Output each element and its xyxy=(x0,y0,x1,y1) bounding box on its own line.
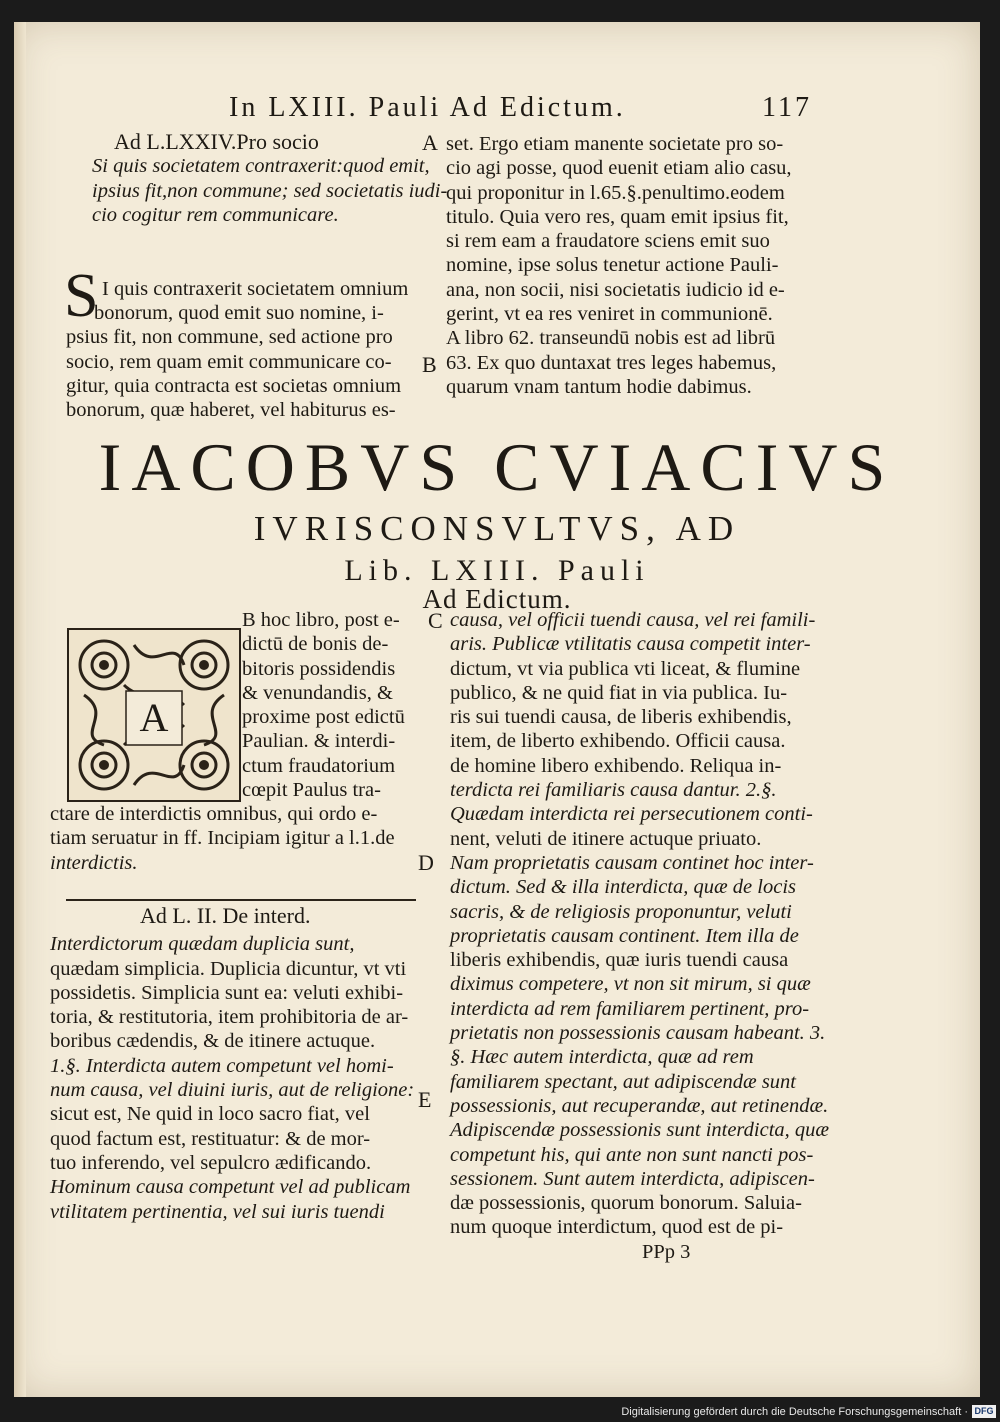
intro-beside-ornament xyxy=(242,608,422,802)
bottom-left-section xyxy=(50,904,422,1224)
top-left-body xyxy=(66,301,426,422)
body-line: proxime post edictū xyxy=(242,706,405,729)
lemma-line: cio cogitur rem communicare. xyxy=(92,203,339,226)
book-page xyxy=(14,22,980,1397)
body-line: A libro 62. transeundū nobis est ad librū xyxy=(446,327,776,350)
body-line: proprietatis causam continent. Item illa de xyxy=(450,924,799,947)
lemma-text xyxy=(92,154,448,227)
subtitle-line-2: Lib. LXIII. Pauli xyxy=(344,554,650,587)
body-line: Hominum causa competunt vel ad publicam xyxy=(50,1176,411,1199)
body-line: si rem eam a fraudatore sciens emit suo xyxy=(446,230,770,253)
body-line: Paulian. & interdi- xyxy=(242,730,396,753)
body-line: 1.§. Interdicta autem competunt vel homi- xyxy=(50,1054,394,1077)
body-line: Interdictorum quædam duplicia sunt, xyxy=(50,933,355,956)
section-heading-pro-socio: Ad L.LXXIV.Pro socio xyxy=(114,129,319,154)
body-line: ctare de interdictis omnibus, qui ordo e- xyxy=(50,803,378,825)
body-line: ana, non socii, nisi societatis iudicio id e- xyxy=(446,278,785,301)
drop-cap-s: S xyxy=(64,262,99,330)
body-line: dictum. Sed & illa interdicta, quæ de locis xyxy=(450,876,796,899)
body-line: quædam simplicia. Duplicia dicuntur, vt vti xyxy=(50,957,407,980)
top-left-column xyxy=(92,129,448,227)
body-line: Quædam interdicta rei persecutionem conti- xyxy=(450,803,813,826)
body-line: de homine libero exhibendo. Reliqua in- xyxy=(450,754,782,777)
signature-mark: PPp 3 xyxy=(642,1240,691,1263)
body-line: diximus competere, vt non sit mirum, si quæ xyxy=(450,973,811,996)
body-line: publico, & ne quid fiat in via publica. Iu- xyxy=(450,681,788,704)
body-line: gitur, quia contracta est societas omnium xyxy=(66,374,402,397)
body-line: interdictis. xyxy=(50,851,138,874)
bottom-right-column xyxy=(450,608,830,1264)
body-line: sicut est, Ne quid in loco sacro fiat, vel xyxy=(50,1103,370,1126)
body-line: §. Hæc autem interdicta, quæ ad rem xyxy=(450,1046,754,1069)
body-line: bitoris possidendis xyxy=(242,657,396,680)
body-line: sessionem. Sunt autem interdicta, adipiscen- xyxy=(450,1167,815,1190)
margin-letter-c: C xyxy=(428,608,443,633)
section-divider xyxy=(66,899,416,901)
intro-full-width xyxy=(50,802,422,875)
lemma-line: ipsius fit,non commune; sed societatis iudi- xyxy=(92,179,448,202)
running-head-title: In LXIII. Pauli Ad Edictum. xyxy=(229,92,626,123)
body-line: toria, & restitutoria, item prohibitoria de ar- xyxy=(50,1006,409,1029)
body-line: nomine, ipse solus tenetur actione Pauli- xyxy=(446,254,779,277)
body-line: familiarem spectant, aut adipiscendæ sunt xyxy=(450,1070,797,1093)
margin-letter-d: D xyxy=(418,850,434,875)
margin-letter-b: B xyxy=(422,352,437,377)
body-line: vtilitatem pertinentia, vel sui iuris tuendi xyxy=(50,1200,385,1223)
body-line: possessionis, aut recuperandæ, aut retinendæ. xyxy=(450,1094,829,1117)
dfg-logo: DFG xyxy=(972,1405,996,1418)
body-line: interdicta ad rem familiarem pertinent, pro- xyxy=(450,997,810,1020)
body-line: num quoque interdictum, quod est de pi- xyxy=(450,1216,784,1239)
body-line: num causa, vel diuini iuris, aut de religione: xyxy=(50,1079,415,1102)
body-line: gerint, vt ea res veniret in communionē. xyxy=(446,303,773,326)
body-line: cio agi posse, quod euenit etiam alio casu, xyxy=(446,157,792,180)
body-line: dictum, vt via publica vti liceat, & flumine xyxy=(450,657,801,680)
body-line: prietatis non possessionis causam habeant. 3. xyxy=(450,1022,826,1045)
body-line: nent, veluti de itinere actuque priuato. xyxy=(450,827,762,850)
body-line: B hoc libro, post e- xyxy=(242,609,400,631)
body-line: tuo inferendo, vel sepulcro ædificando. xyxy=(50,1151,372,1174)
lemma-line: Si quis societatem contraxerit:quod emit, xyxy=(92,155,430,178)
section-heading-de-interd: Ad L. II. De interd. xyxy=(140,903,311,928)
margin-letter-a: A xyxy=(422,130,438,155)
body-line: sacris, & de religiosis proponuntur, veluti xyxy=(450,900,792,923)
subtitle-line-3: Ad Edictum. xyxy=(422,584,572,614)
body-line: set. Ergo etiam manente societate pro so- xyxy=(446,133,784,155)
body-line: 63. Ex quo duntaxat tres leges habemus, xyxy=(446,351,777,374)
body-line: & venundandis, & xyxy=(242,681,393,704)
body-line: psius fit, non commune, sed actione pro xyxy=(66,326,393,349)
top-left-body-first xyxy=(102,277,422,301)
body-line: ctum fraudatorium xyxy=(242,754,396,777)
body-line: liberis exhibendis, quæ iuris tuendi causa xyxy=(450,949,789,972)
body-line: quod factum est, restituatur: & de mor- xyxy=(50,1127,371,1150)
body-line: bonorum, quod emit suo nomine, i- xyxy=(94,302,384,324)
body-line: Adipiscendæ possessionis sunt interdicta, quæ xyxy=(450,1119,830,1142)
body-line: qui proponitur in l.65.§.penultimo.eodem xyxy=(446,181,785,204)
body-line: causa, vel officii tuendi causa, vel rei famili- xyxy=(450,609,816,631)
main-title: IACOBVS CVIACIVS xyxy=(98,429,896,505)
page-edge xyxy=(14,22,26,1397)
body-line: ris sui tuendi causa, de liberis exhibendis, xyxy=(450,706,792,729)
footer-text: Digitalisierung gefördert durch die Deutsche Forschungsgemeinschaft · xyxy=(621,1406,968,1418)
body-line: terdicta rei familiaris causa dantur. 2.§. xyxy=(450,779,777,802)
body-line: socio, rem quam emit communicare co- xyxy=(66,350,392,373)
body-line: competunt his, qui ante non sunt nancti pos- xyxy=(450,1143,814,1166)
subtitle-line-1: IVRISCONSVLTVS, AD xyxy=(253,509,741,548)
body-line: cœpit Paulus tra- xyxy=(242,779,381,802)
ornamental-initial-a xyxy=(64,625,244,805)
body-line: boribus cædendis, & de itinere actuque. xyxy=(50,1030,376,1053)
ornament-letter: A xyxy=(139,695,169,740)
body-line: aris. Publicæ vtilitatis causa competit inter- xyxy=(450,633,811,656)
footer-bar xyxy=(0,1404,1000,1422)
body-line: dictū de bonis de- xyxy=(242,633,389,656)
body-line: titulo. Quia vero res, quam emit ipsius fit, xyxy=(446,205,789,228)
body-line: tiam seruatur in ff. Incipiam igitur a l.1.de xyxy=(50,827,395,850)
body-line: Nam proprietatis causam continet hoc inter- xyxy=(450,851,814,874)
margin-letter-e: E xyxy=(418,1087,432,1112)
body-line: bonorum, quæ haberet, vel habiturus es- xyxy=(66,399,396,422)
body-line: possidetis. Simplicia sunt ea: veluti exhibi- xyxy=(50,981,404,1004)
body-line: item, de liberto exhibendo. Officii causa. xyxy=(450,730,786,753)
body-line: I quis contraxerit societatem omnium xyxy=(102,278,409,300)
body-line: quarum vnam tantum hodie dabimus. xyxy=(446,375,752,398)
body-line: dæ possessionis, quorum bonorum. Saluia- xyxy=(450,1192,802,1215)
top-right-column xyxy=(446,132,816,399)
page-number: 117 xyxy=(762,92,812,123)
